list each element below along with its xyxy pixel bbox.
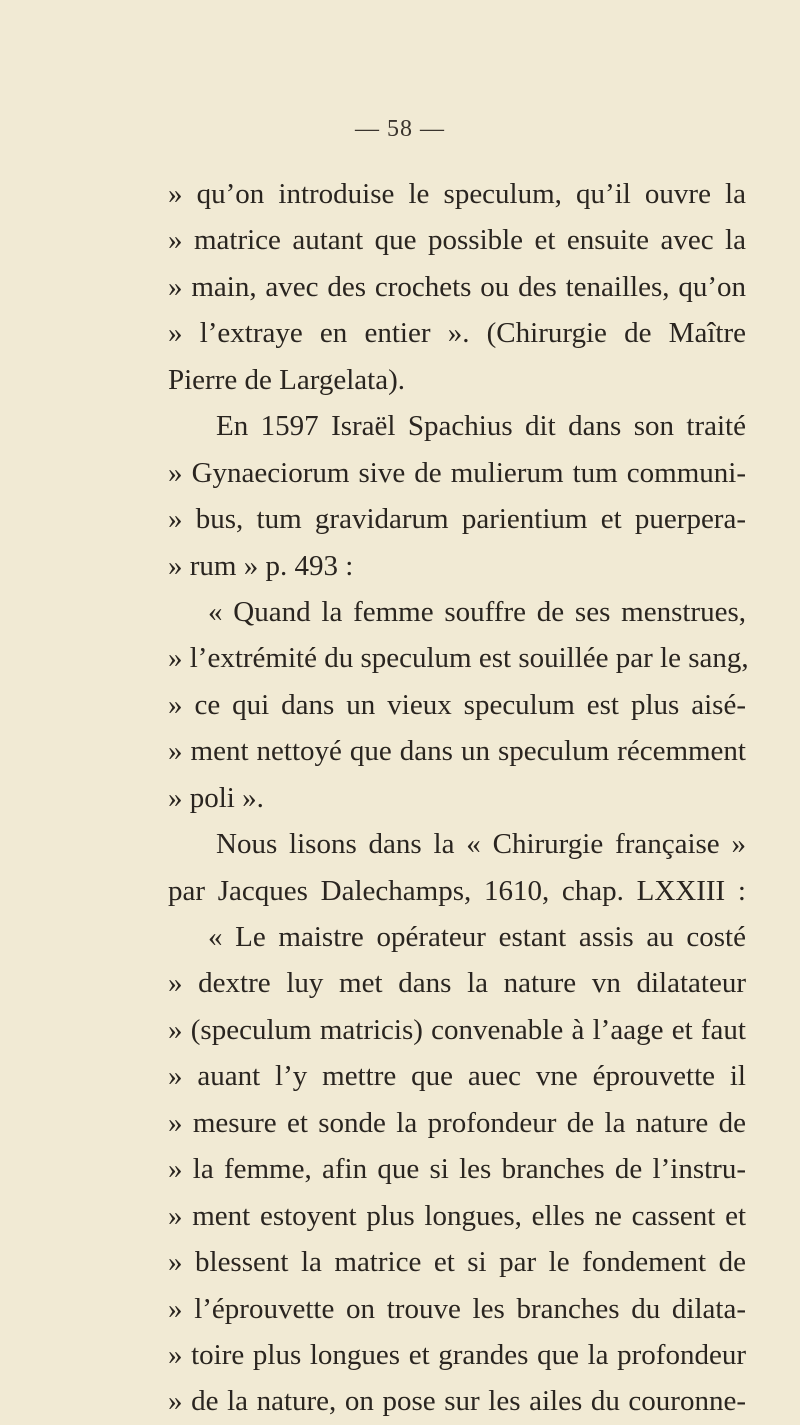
text-line: » dextre luy met dans la nature vn dilatateur [168, 967, 746, 1000]
text-line: » l’éprouvette on trouve les branches du dilata- [168, 1292, 746, 1325]
text-line: » toire plus longues et grandes que la profondeur [168, 1338, 746, 1371]
text-line: » poli ». [168, 781, 264, 814]
body-text [168, 171, 749, 1425]
text-line: » blessent la matrice et si par le fondement de [168, 1246, 746, 1279]
text-line: » Gynaeciorum sive de mulierum tum communi- [168, 456, 746, 489]
text-line: En 1597 Israël Spachius dit dans son traité [216, 410, 746, 443]
text-line: Pierre de Largelata). [168, 363, 405, 396]
text-line: » auant l’y mettre que auec vne éprouvette il [168, 1060, 746, 1093]
text-line: » la femme, afin que si les branches de l’instru- [168, 1153, 746, 1186]
text-line: » ment estoyent plus longues, elles ne cassent et [168, 1199, 746, 1232]
text-line: » ce qui dans un vieux speculum est plus aisé- [168, 688, 746, 721]
text-line: » de la nature, on pose sur les ailes du couronne- [168, 1385, 746, 1418]
text-line: Nous lisons dans la « Chirurgie française » [216, 828, 746, 861]
page-number: — 58 — [355, 116, 445, 142]
text-line: » bus, tum gravidarum parientium et puerpera- [168, 503, 746, 536]
text-line: « Quand la femme souffre de ses menstrues, [208, 595, 746, 628]
text-line: » qu’on introduise le speculum, qu’il ouvre la [168, 178, 746, 210]
text-line: » mesure et sonde la profondeur de la nature de [168, 1106, 746, 1139]
text-line: » matrice autant que possible et ensuite avec la [168, 224, 746, 257]
text-line: » l’extraye en entier ». (Chirurgie de Maître [168, 317, 746, 350]
text-line: » (speculum matricis) convenable à l’aage et faut [168, 1013, 746, 1046]
text-line: » ment nettoyé que dans un speculum récemment [168, 735, 746, 768]
text-line: » main, avec des crochets ou des tenailles, qu’on [168, 270, 746, 303]
text-line: par Jacques Dalechamps, 1610, chap. LXXIII : [168, 874, 746, 907]
text-line: » rum » p. 493 : [168, 549, 354, 582]
text-line: « Le maistre opérateur estant assis au costé [208, 921, 746, 953]
text-line: » l’extrémité du speculum est souillée par le sang, [168, 642, 749, 675]
